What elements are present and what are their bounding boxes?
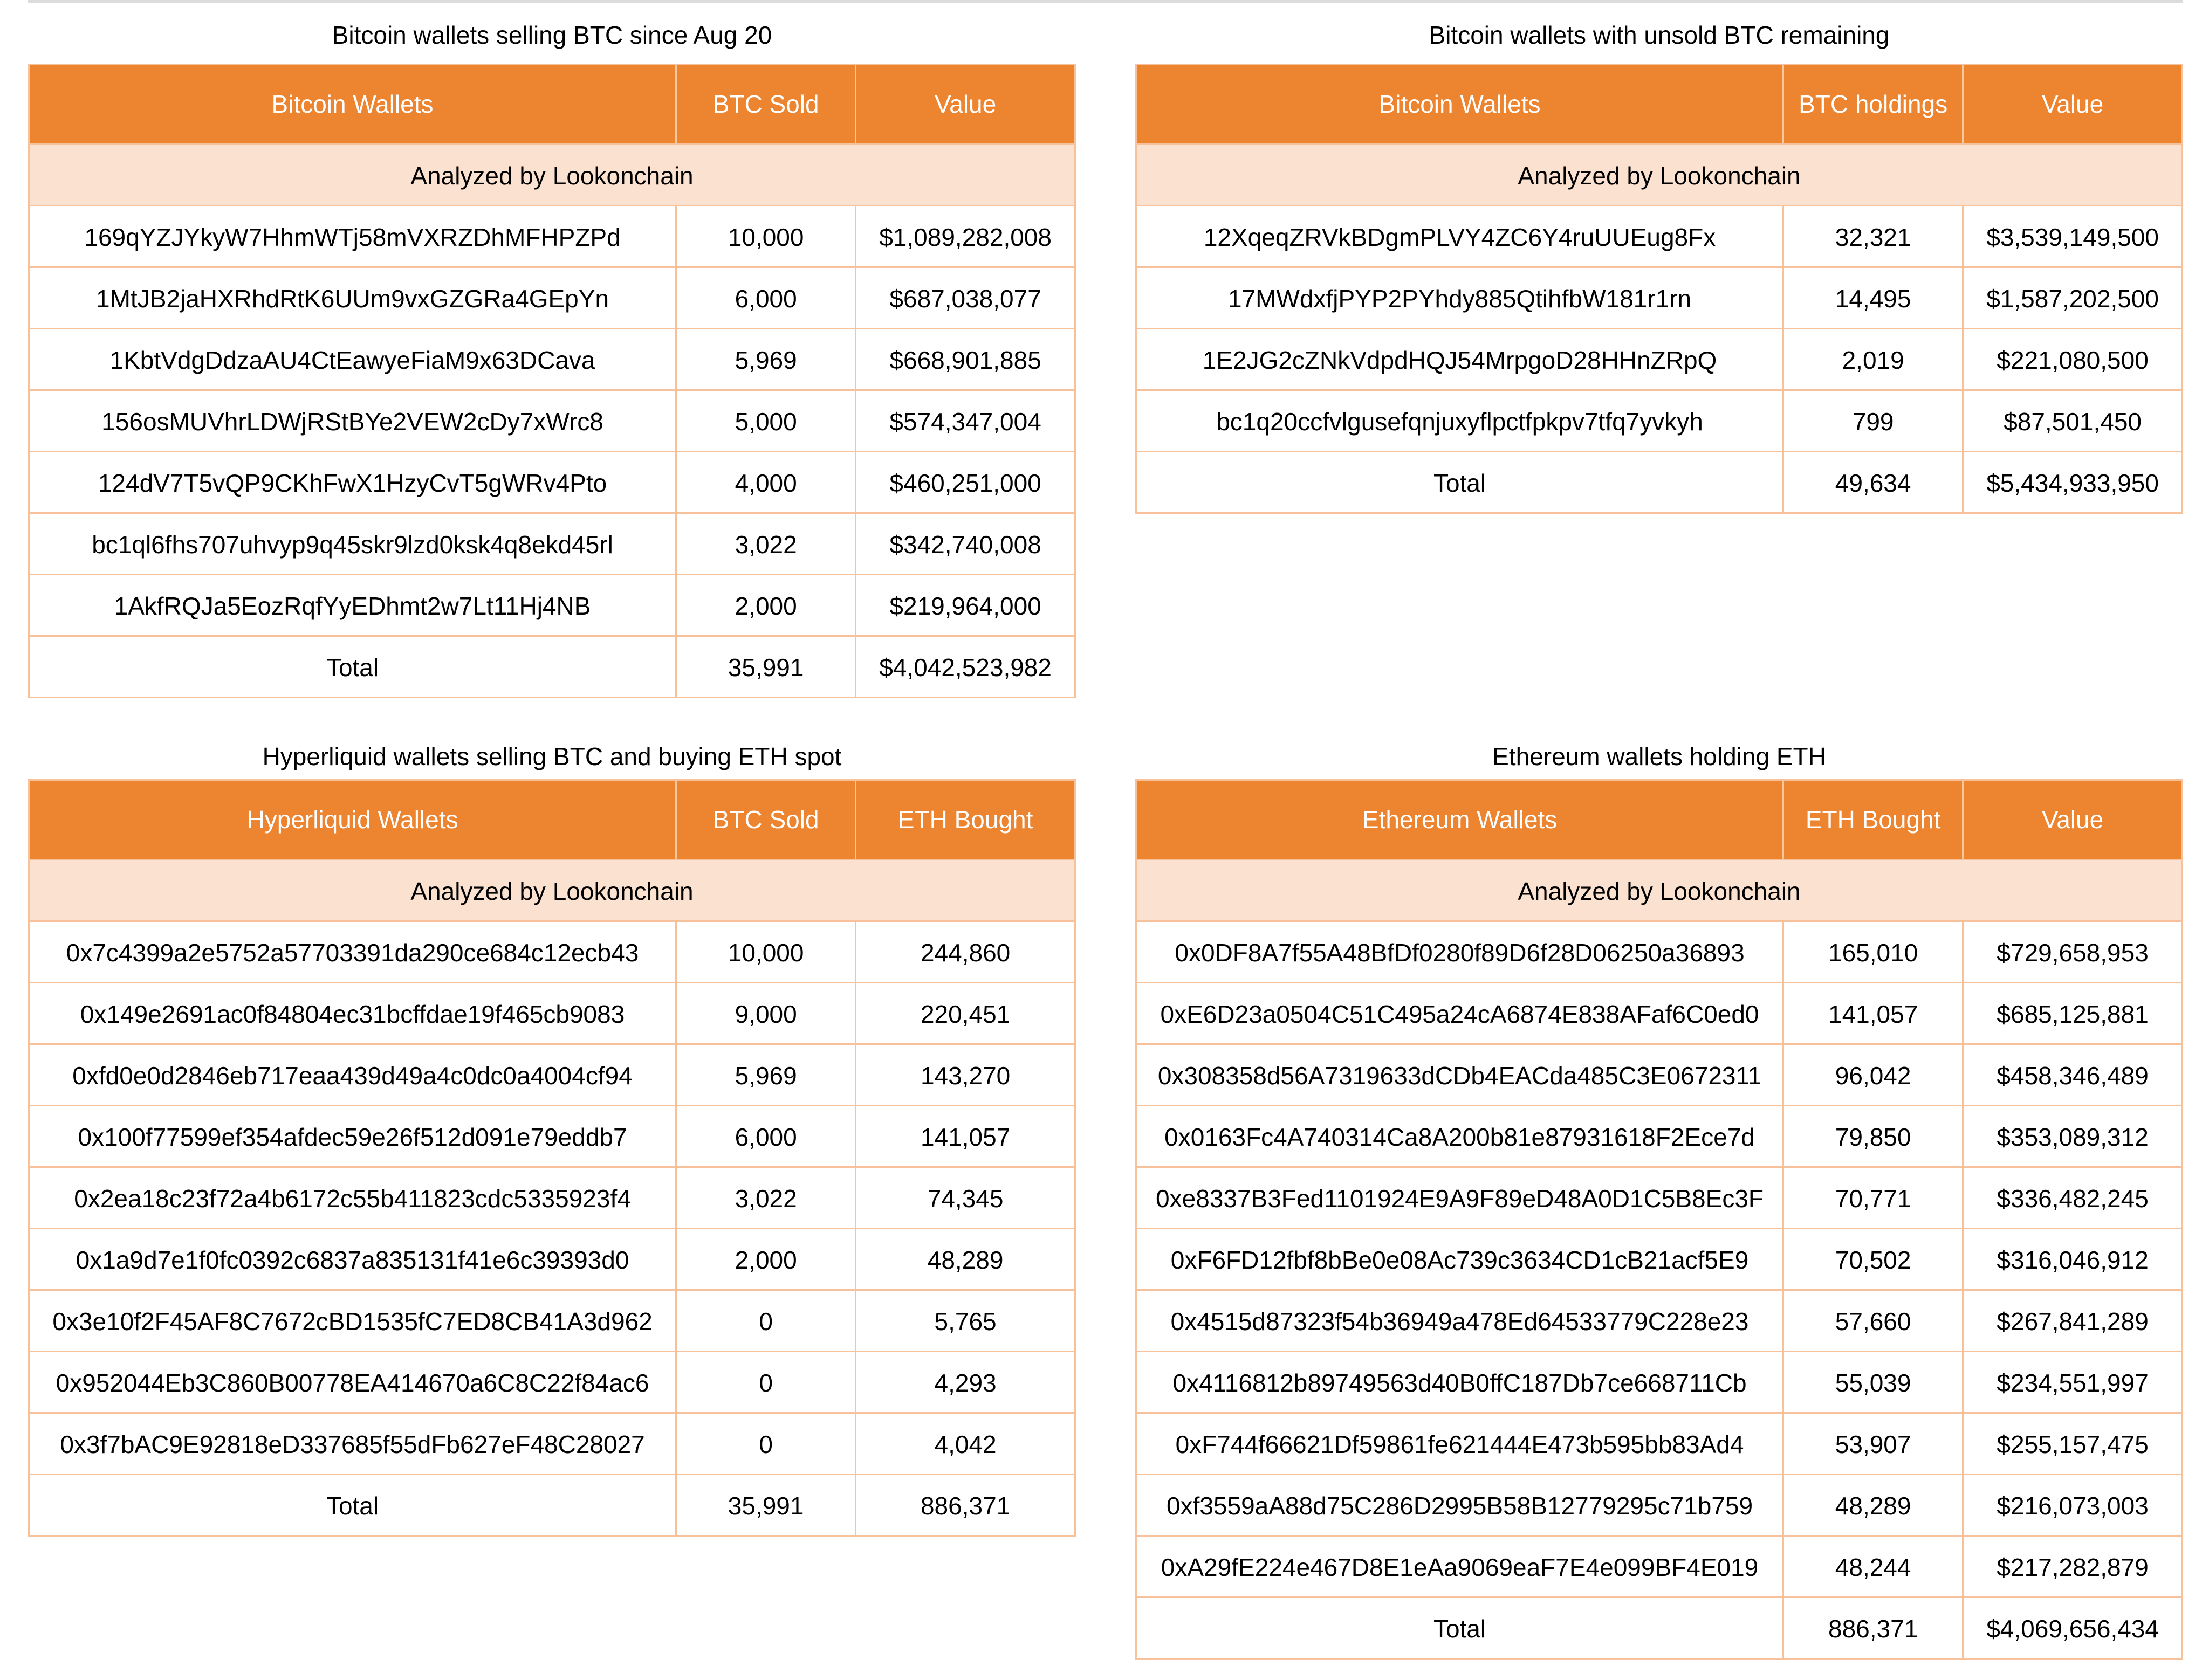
amount-cell: 5,969 xyxy=(675,1045,855,1105)
value-cell: $574,347,004 xyxy=(855,391,1074,451)
value-cell: $458,346,489 xyxy=(1962,1045,2181,1105)
section-hyperliquid xyxy=(28,0,1076,1680)
wallet-address-cell: 0x2ea18c23f72a4b6172c55b411823cdc5335923f4 xyxy=(74,1185,631,1213)
value-cell: 4,293 xyxy=(855,1352,1074,1412)
total-amount-cell: 35,991 xyxy=(675,1475,855,1535)
total-row xyxy=(1137,1596,2181,1658)
amount-cell: 96,042 xyxy=(1782,1045,1962,1105)
wallet-address-cell: 0x100f77599ef354afdec59e26f512d091e79eddb7 xyxy=(78,1123,627,1151)
value-cell: $3,539,149,500 xyxy=(1962,206,2181,266)
wallet-address-cell: 0xF6FD12fbf8bBe0e08Ac739c3634CD1cB21acf5E9 xyxy=(1170,1246,1749,1274)
total-label: Total xyxy=(326,653,379,681)
value-cell: $221,080,500 xyxy=(1962,329,2181,389)
value-cell: 220,451 xyxy=(855,983,1074,1043)
amount-cell: 2,000 xyxy=(675,575,855,635)
table-title: Bitcoin wallets selling BTC since Aug 20 xyxy=(332,21,772,49)
value-cell: $216,073,003 xyxy=(1962,1475,2181,1535)
table-row xyxy=(30,1412,1074,1474)
amount-cell: 0 xyxy=(675,1414,855,1474)
wallet-address-cell: bc1ql6fhs707uhvyp9q45skr9lzd0ksk4q8ekd45rl xyxy=(92,531,613,559)
value-cell: 143,270 xyxy=(855,1045,1074,1105)
amount-cell: 0 xyxy=(675,1352,855,1412)
amount-cell: 79,850 xyxy=(1782,1106,1962,1166)
value-cell: 4,042 xyxy=(855,1414,1074,1474)
amount-cell: 2,000 xyxy=(675,1229,855,1289)
amount-cell: 799 xyxy=(1782,391,1962,451)
wallet-address-cell: 156osMUVhrLDWjRStBYe2VEW2cDy7xWrc8 xyxy=(101,408,603,436)
table-row xyxy=(30,920,1074,982)
amount-cell: 10,000 xyxy=(675,922,855,982)
analyzed-by-row xyxy=(1137,859,2181,920)
column-header: BTC Sold xyxy=(675,65,855,143)
wallet-address-cell: 0x149e2691ac0f84804ec31bcffdae19f465cb9083 xyxy=(80,1000,625,1028)
value-cell: $1,089,282,008 xyxy=(855,206,1074,266)
wallet-address-cell: bc1q20ccfvlgusefqnjuxyflpctfpkpv7tfq7yvkyh xyxy=(1216,408,1703,436)
wallet-address-cell: 0x3e10f2F45AF8C7672cBD1535fC7ED8CB41A3d962 xyxy=(52,1307,653,1335)
total-row xyxy=(30,1474,1074,1535)
wallet-address-cell: 1AkfRQJa5EozRqfYyEDhmt2w7Lt11Hj4NB xyxy=(114,592,591,620)
value-cell: $219,964,000 xyxy=(855,575,1074,635)
wallet-address-cell: 0xe8337B3Fed1101924E9A9F89eD48A0D1C5B8Ec3F xyxy=(1156,1185,1764,1213)
table-row xyxy=(1137,1474,2181,1535)
total-amount-cell: 49,634 xyxy=(1782,452,1962,512)
amount-cell: 57,660 xyxy=(1782,1291,1962,1351)
total-value-cell: $4,042,523,982 xyxy=(855,637,1074,697)
total-value-cell: 886,371 xyxy=(855,1475,1074,1535)
amount-cell: 6,000 xyxy=(675,268,855,328)
analyzed-by-label: Analyzed by Lookonchain xyxy=(410,877,694,905)
amount-cell: 5,969 xyxy=(675,329,855,389)
wallet-address-cell: 1E2JG2cZNkVdpdHQJ54MrpgoD28HHnZRpQ xyxy=(1202,346,1717,374)
wallet-address-cell: 0xF744f66621Df59861fe621444E473b595bb83Ad4 xyxy=(1175,1430,1744,1458)
total-label: Total xyxy=(1433,1615,1486,1643)
value-cell: $342,740,008 xyxy=(855,514,1074,574)
wallet-address-cell: 0x1a9d7e1f0fc0392c6837a835131f41e6c39393d0 xyxy=(76,1246,629,1274)
wallet-address-cell: 0x0DF8A7f55A48BfDf0280f89D6f28D06250a36893 xyxy=(1175,939,1745,967)
wallet-address-cell: 12XqeqZRVkBDgmPLVY4ZC6Y4ruUUEug8Fx xyxy=(1203,223,1716,251)
wallet-address-cell: 0x0163Fc4A740314Ca8A200b81e87931618F2Ece7d xyxy=(1164,1123,1755,1151)
table-row xyxy=(30,1289,1074,1351)
column-header: Ethereum Wallets xyxy=(1362,805,1558,834)
value-cell: 48,289 xyxy=(855,1229,1074,1289)
wallet-address-cell: 1MtJB2jaHXRhdRtK6UUm9vxGZGRa4GEpYn xyxy=(96,285,609,313)
column-header: Hyperliquid Wallets xyxy=(246,805,458,834)
value-cell: $234,551,997 xyxy=(1962,1352,2181,1412)
amount-cell: 48,244 xyxy=(1782,1537,1962,1596)
total-amount-cell: 35,991 xyxy=(675,637,855,697)
amount-cell: 55,039 xyxy=(1782,1352,1962,1412)
total-label: Total xyxy=(1433,469,1486,497)
amount-cell: 10,000 xyxy=(675,206,855,266)
column-header: Value xyxy=(1962,781,2181,859)
amount-cell: 141,057 xyxy=(1782,983,1962,1043)
table-eth-holding xyxy=(1135,779,2183,1660)
value-cell: $685,125,881 xyxy=(1962,983,2181,1043)
wallet-address-cell: 0xE6D23a0504C51C495a24cA6874E838AFaf6C0ed0 xyxy=(1160,1000,1759,1028)
wallet-address-cell: 169qYZJYkyW7HhmWTj58mVXRZDhMFHPZPd xyxy=(84,223,621,251)
table-row xyxy=(1137,920,2181,982)
amount-cell: 70,771 xyxy=(1782,1168,1962,1228)
value-cell: $1,587,202,500 xyxy=(1962,268,2181,328)
analyzed-by-label: Analyzed by Lookonchain xyxy=(1518,877,1801,905)
value-cell: $267,841,289 xyxy=(1962,1291,2181,1351)
table-row xyxy=(30,1166,1074,1228)
table-title: Hyperliquid wallets selling BTC and buying ETH spot xyxy=(262,742,842,770)
table-row xyxy=(1137,1412,2181,1474)
wallet-address-cell: 0xA29fE224e467D8E1eAa9069eaF7E4e099BF4E019 xyxy=(1161,1553,1759,1581)
wallet-address-cell: 0x4116812b89749563d40B0ffC187Db7ce668711Cb xyxy=(1172,1369,1747,1397)
table-header-row xyxy=(1137,781,2181,859)
amount-cell: 32,321 xyxy=(1782,206,1962,266)
value-cell: $217,282,879 xyxy=(1962,1537,2181,1596)
value-cell: 141,057 xyxy=(855,1106,1074,1166)
total-amount-cell: 886,371 xyxy=(1782,1598,1962,1658)
table-hyperliquid xyxy=(28,779,1076,1537)
wallet-address-cell: 0x308358d56A7319633dCDb4EACda485C3E0672311 xyxy=(1157,1062,1762,1090)
amount-cell: 6,000 xyxy=(675,1106,855,1166)
analyzed-by-row xyxy=(30,859,1074,920)
table-row xyxy=(30,1105,1074,1166)
amount-cell: 70,502 xyxy=(1782,1229,1962,1289)
value-cell: $729,658,953 xyxy=(1962,922,2181,982)
total-label: Total xyxy=(326,1492,379,1520)
table-header-row xyxy=(30,781,1074,859)
value-cell: $460,251,000 xyxy=(855,452,1074,512)
wallet-address-cell: 0xf3559aA88d75C286D2995B58B12779295c71b759 xyxy=(1166,1492,1753,1520)
table-row xyxy=(1137,1228,2181,1289)
table-row xyxy=(30,1043,1074,1105)
table-row xyxy=(30,1351,1074,1412)
amount-cell: 165,010 xyxy=(1782,922,1962,982)
table-title: Ethereum wallets holding ETH xyxy=(1492,742,1826,770)
column-header: Value xyxy=(1962,65,2181,143)
amount-cell: 14,495 xyxy=(1782,268,1962,328)
value-cell: 5,765 xyxy=(855,1291,1074,1351)
value-cell: $255,157,475 xyxy=(1962,1414,2181,1474)
amount-cell: 3,022 xyxy=(675,1168,855,1228)
value-cell: $353,089,312 xyxy=(1962,1106,2181,1166)
table-row xyxy=(1137,1105,2181,1166)
table-title: Bitcoin wallets with unsold BTC remaining xyxy=(1429,21,1890,49)
table-row xyxy=(1137,1535,2181,1596)
wallet-address-cell: 0x952044Eb3C860B00778EA414670a6C8C22f84ac6 xyxy=(56,1369,649,1397)
table-row xyxy=(30,1228,1074,1289)
value-cell: $316,046,912 xyxy=(1962,1229,2181,1289)
amount-cell: 3,022 xyxy=(675,514,855,574)
column-header: BTC holdings xyxy=(1782,65,1962,143)
analyzed-by-label: Analyzed by Lookonchain xyxy=(410,162,694,190)
amount-cell: 4,000 xyxy=(675,452,855,512)
amount-cell: 53,907 xyxy=(1782,1414,1962,1474)
total-value-cell: $5,434,933,950 xyxy=(1962,452,2181,512)
table-row xyxy=(1137,1043,2181,1105)
column-header: BTC Sold xyxy=(675,781,855,859)
amount-cell: 9,000 xyxy=(675,983,855,1043)
table-row xyxy=(30,982,1074,1043)
table-row xyxy=(1137,1351,2181,1412)
column-header: Bitcoin Wallets xyxy=(271,90,434,118)
wallet-address-cell: 1KbtVdgDdzaAU4CtEawyeFiaM9x63DCava xyxy=(109,346,595,374)
column-header: Bitcoin Wallets xyxy=(1378,90,1541,118)
column-header: ETH Bought xyxy=(855,781,1074,859)
table-row xyxy=(1137,1289,2181,1351)
value-cell: $668,901,885 xyxy=(855,329,1074,389)
table-row xyxy=(1137,982,2181,1043)
wallet-address-cell: 0xfd0e0d2846eb717eaa439d49a4c0dc0a4004cf94 xyxy=(72,1062,633,1090)
wallet-address-cell: 0x3f7bAC9E92818eD337685f55dFb627eF48C28027 xyxy=(60,1430,645,1458)
wallet-address-cell: 17MWdxfjPYP2PYhdy885QtihfbW181r1rn xyxy=(1227,285,1692,313)
value-cell: 244,860 xyxy=(855,922,1074,982)
amount-cell: 0 xyxy=(675,1291,855,1351)
total-value-cell: $4,069,656,434 xyxy=(1962,1598,2181,1658)
value-cell: $87,501,450 xyxy=(1962,391,2181,451)
amount-cell: 5,000 xyxy=(675,391,855,451)
wallet-address-cell: 0x4515d87323f54b36949a478Ed64533779C228e23 xyxy=(1170,1307,1749,1335)
amount-cell: 48,289 xyxy=(1782,1475,1962,1535)
column-header: Value xyxy=(855,65,1074,143)
wallet-address-cell: 0x7c4399a2e5752a57703391da290ce684c12ecb43 xyxy=(66,939,639,967)
value-cell: $336,482,245 xyxy=(1962,1168,2181,1228)
value-cell: 74,345 xyxy=(855,1168,1074,1228)
column-header: ETH Bought xyxy=(1782,781,1962,859)
wallet-address-cell: 124dV7T5vQP9CKhFwX1HzyCvT5gWRv4Pto xyxy=(98,469,607,497)
analyzed-by-label: Analyzed by Lookonchain xyxy=(1518,162,1801,190)
section-eth-holding xyxy=(1135,0,2183,1680)
value-cell: $687,038,077 xyxy=(855,268,1074,328)
table-row xyxy=(1137,1166,2181,1228)
amount-cell: 2,019 xyxy=(1782,329,1962,389)
